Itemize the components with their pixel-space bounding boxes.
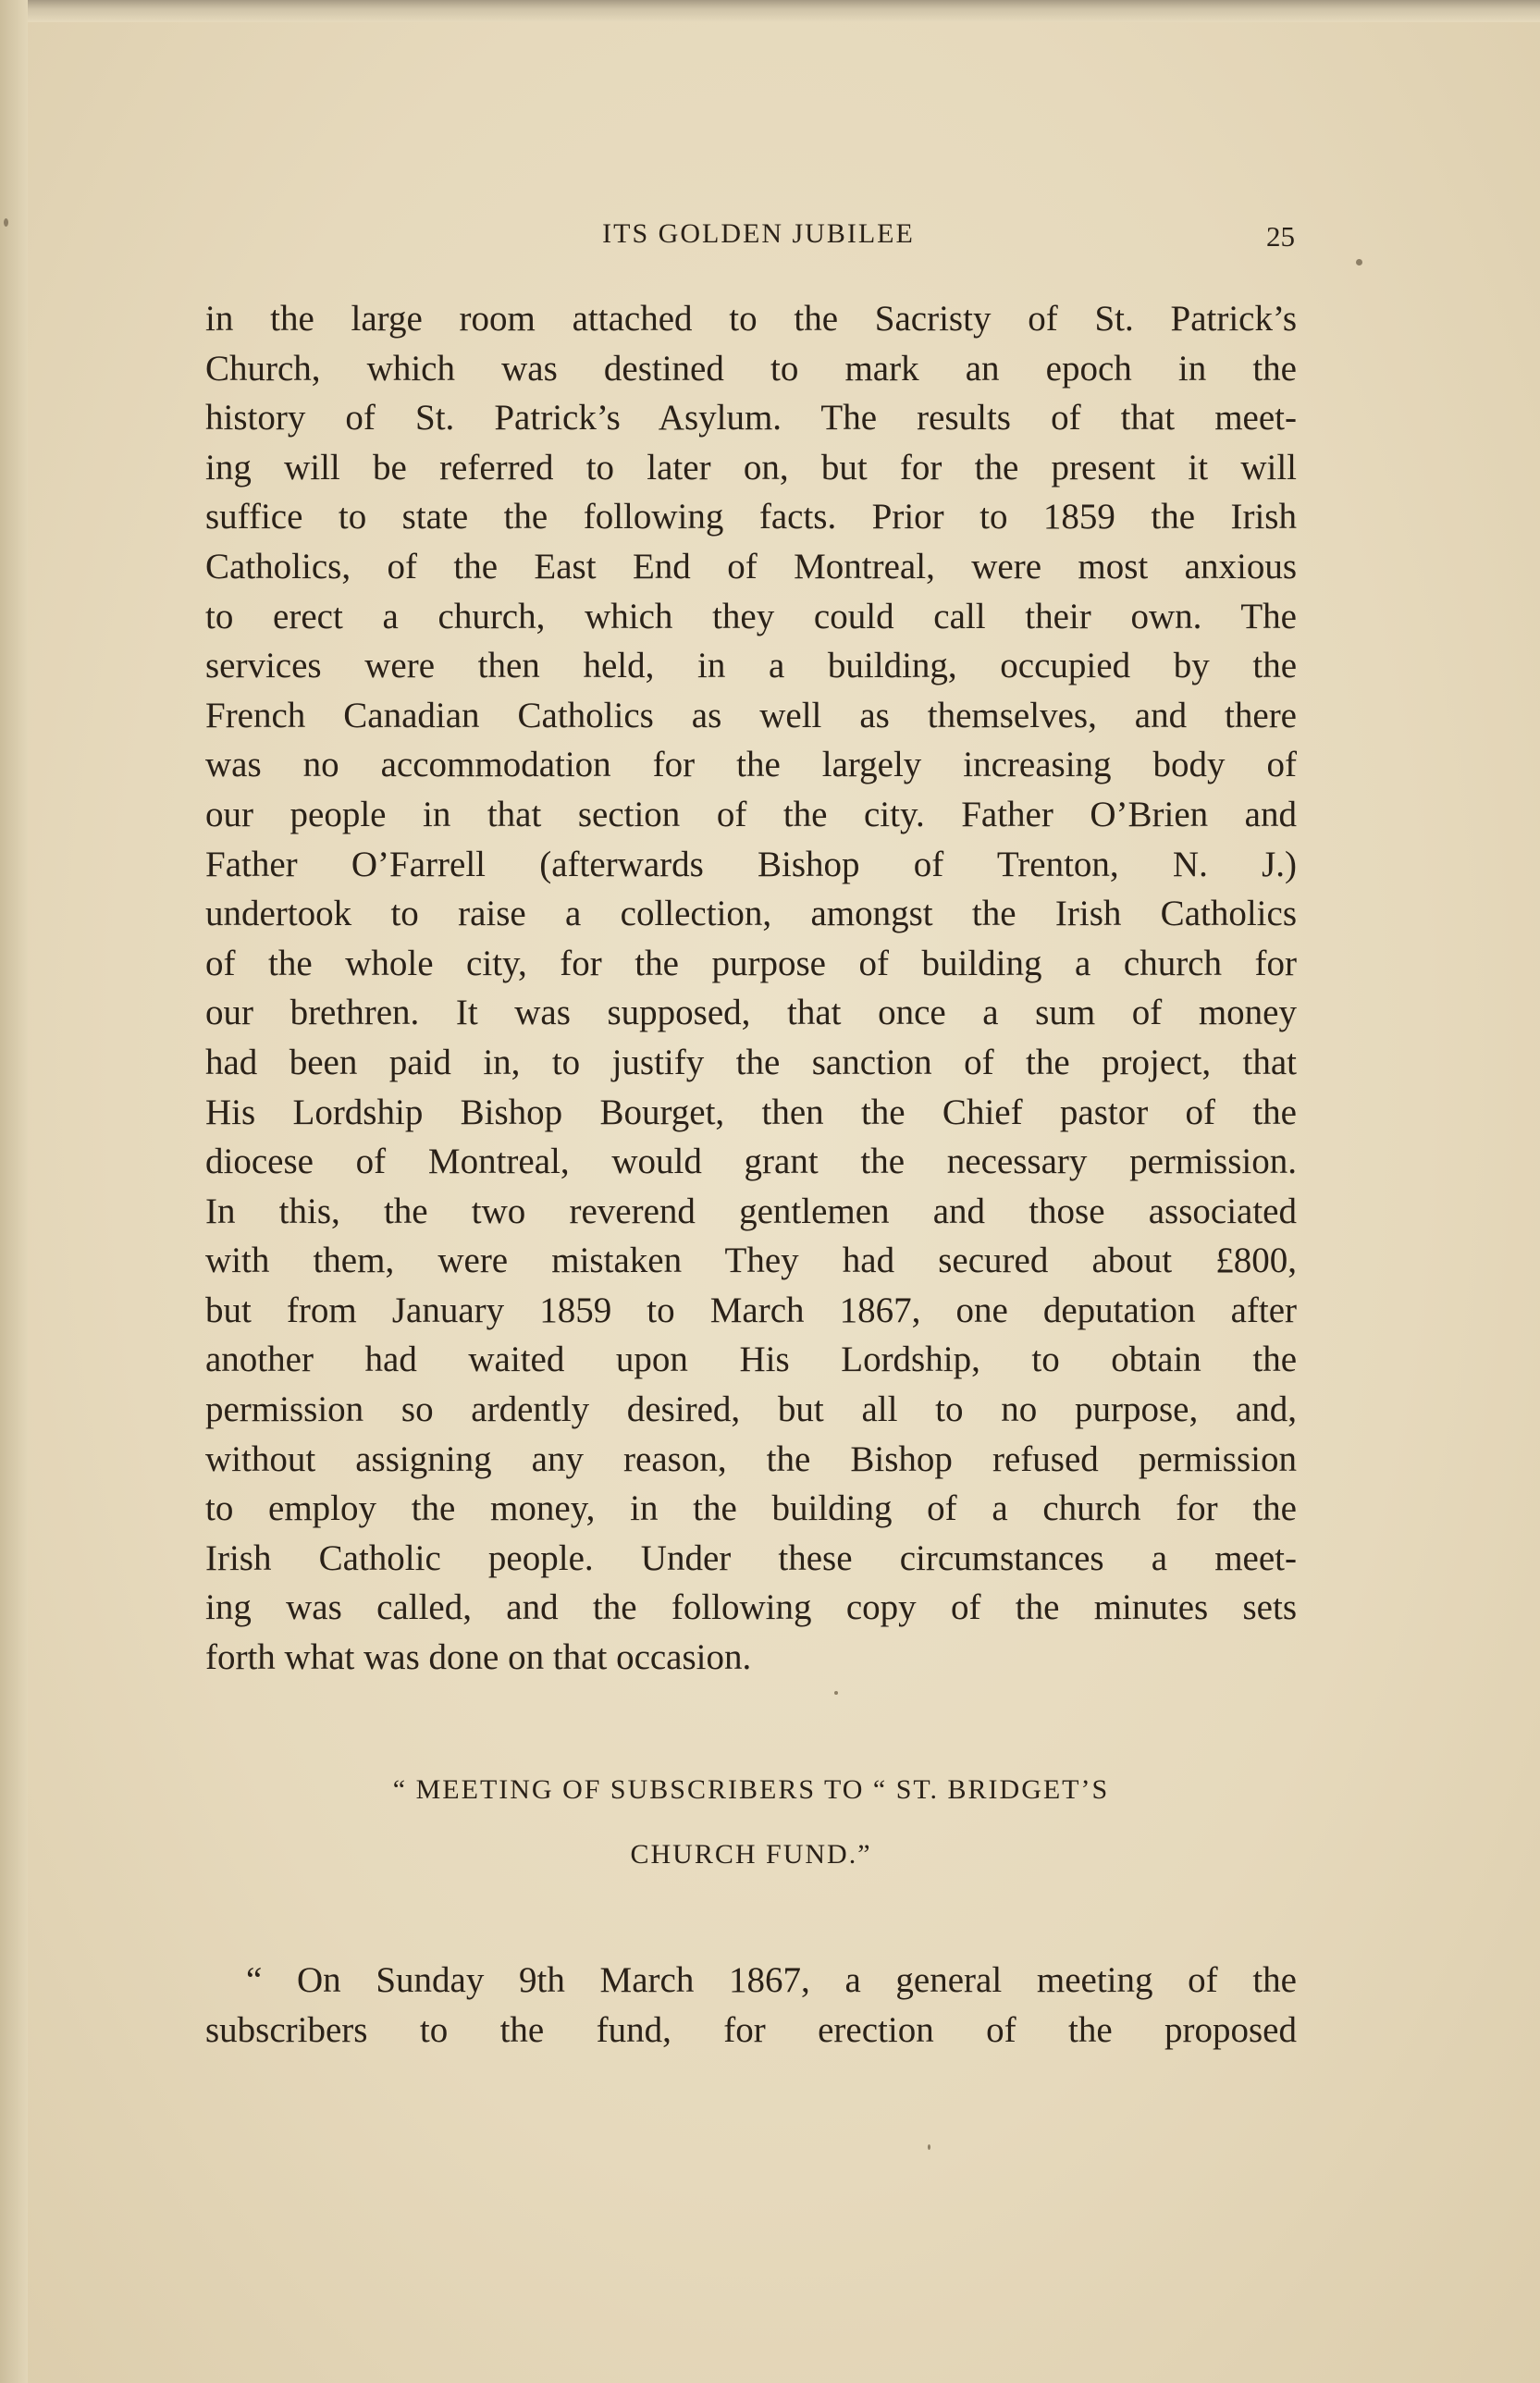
text-line: Catholics, of the East End of Montreal, were most anxious	[205, 546, 1297, 586]
text-line: ing was called, and the following copy of the minutes sets	[205, 1587, 1297, 1628]
text-line: in the large room attached to the Sacristy of St. Patrick’s	[205, 299, 1297, 339]
paper-speck	[834, 1691, 838, 1695]
page-top-edge	[0, 0, 1540, 22]
text-line: forth what was done on that occasion.	[205, 1637, 752, 1678]
text-line: permission so ardently desired, but all to no purpose, and,	[205, 1389, 1297, 1430]
text-line: services were then held, in a building, occupied by the	[205, 646, 1297, 686]
text-line: but from January 1859 to March 1867, one deputation after	[205, 1290, 1297, 1330]
text-line: In this, the two reverend gentlemen and those associated	[205, 1191, 1297, 1231]
text-line: Irish Catholic people. Under these circumstances a meet-	[205, 1537, 1297, 1578]
text-line: diocese of Montreal, would grant the necessary permission.	[205, 1142, 1297, 1182]
page-left-edge	[0, 0, 28, 2383]
text-line: French Canadian Catholics as well as themselves, and there	[205, 695, 1297, 735]
text-line: to employ the money, in the building of a church for the	[205, 1488, 1297, 1529]
body-paragraph	[205, 294, 1297, 1683]
page-number: 25	[1266, 220, 1295, 253]
text-line: our people in that section of the city. Father O’Brien and	[205, 794, 1297, 834]
text-line: without assigning any reason, the Bishop refused permission	[205, 1438, 1297, 1479]
text-line: another had waited upon His Lordship, to obtain the	[205, 1340, 1297, 1380]
text-line: our brethren. It was supposed, that once a sum of money	[205, 993, 1297, 1033]
text-line: to erect a church, which they could call their own. The	[205, 596, 1297, 636]
paper-speck	[4, 218, 8, 227]
paper-speck	[1356, 259, 1362, 265]
text-line: of the whole city, for the purpose of building a church for	[205, 943, 1297, 983]
text-line: had been paid in, to justify the sanction of the project, that	[205, 1042, 1297, 1082]
running-head	[222, 218, 1295, 255]
text-line: His Lordship Bishop Bourget, then the Chief pastor of the	[205, 1092, 1297, 1132]
section-heading-line-1: “ MEETING OF SUBSCRIBERS TO “ ST. BRIDGET’S	[392, 1774, 1110, 1805]
text-line: ing will be referred to later on, but for the present it will	[205, 447, 1297, 488]
text-line: Church, which was destined to mark an epoch in the	[205, 348, 1297, 389]
text-line: undertook to raise a collection, amongst the Irish Catholics	[205, 894, 1297, 934]
minutes-paragraph	[205, 1956, 1297, 2055]
paper-speck	[928, 2144, 930, 2150]
text-line: “ On Sunday 9th March 1867, a general meeting of the	[246, 1960, 1297, 2000]
text-line: history of St. Patrick’s Asylum. The results of that meet-	[205, 398, 1297, 438]
running-title: ITS GOLDEN JUBILEE	[602, 218, 915, 249]
section-heading-line-2: CHURCH FUND.”	[630, 1839, 872, 1870]
text-line: suffice to state the following facts. Prior to 1859 the Irish	[205, 497, 1297, 537]
text-line: was no accommodation for the largely increasing body of	[205, 745, 1297, 785]
text-line: subscribers to the fund, for erection of the proposed	[205, 2009, 1297, 2050]
text-line: with them, were mistaken They had secured about £800,	[205, 1241, 1297, 1281]
text-line: Father O’Farrell (afterwards Bishop of Trenton, N. J.)	[205, 844, 1297, 884]
